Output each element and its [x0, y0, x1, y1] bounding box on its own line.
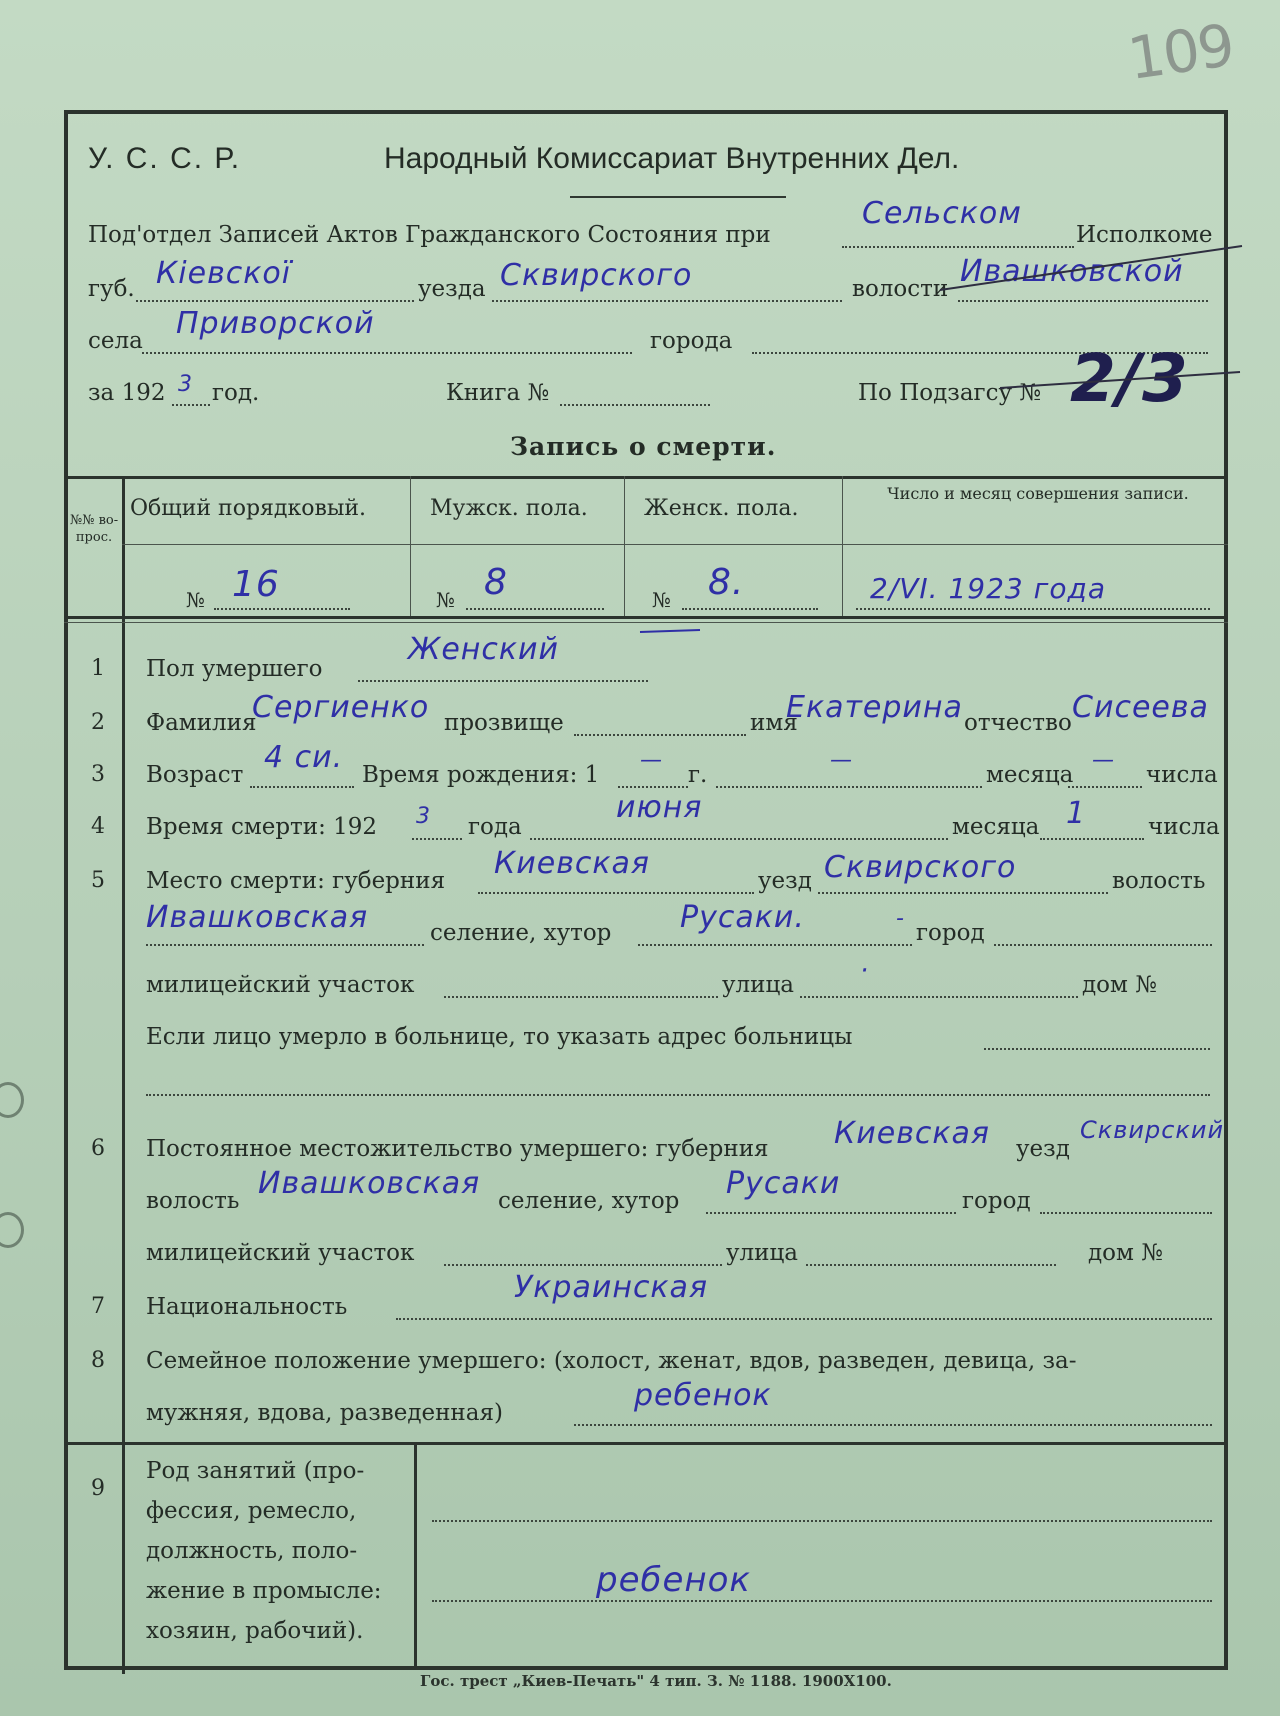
birth-month-value: — [830, 748, 853, 773]
occupation-label-2: фессия, ремесло, [146, 1498, 357, 1524]
ispolkom-label: Исполкоме [1076, 222, 1213, 248]
death-day-label: числа [1148, 814, 1220, 840]
death-street-value: · [860, 956, 870, 986]
family-status-value: ребенок [634, 1378, 772, 1413]
commissariat-title: Народный Комиссариат Внутренних Дел. [384, 142, 960, 175]
sex-label: Пол умершего [146, 656, 323, 682]
female-column-header: Женск. пола. [644, 496, 799, 521]
female-number: 8. [708, 562, 745, 603]
residence-street-label: улица [726, 1240, 798, 1266]
age-value: 4 си. [264, 740, 344, 775]
occupation-value: ребенок [596, 1560, 751, 1600]
residence-gub-value: Киевская [834, 1116, 990, 1151]
death-place-label: Место смерти: губерния [146, 868, 446, 894]
uezd-label: уезда [418, 276, 486, 302]
residence-city-label: город [962, 1188, 1031, 1214]
death-city-label: город [916, 920, 985, 946]
general-number: 16 [232, 564, 280, 605]
nationality-value: Украинская [514, 1270, 708, 1305]
death-volost-label: волость [1112, 868, 1206, 894]
uezd-value: Сквирского [500, 258, 693, 293]
general-column-header: Общий порядковый. [130, 496, 367, 521]
year-label: за 192 [88, 380, 166, 406]
death-house-label: дом № [1082, 972, 1157, 998]
row-number: 2 [91, 710, 105, 735]
residence-house-label: дом № [1088, 1240, 1163, 1266]
residence-uezd-value: Сквирский [1080, 1116, 1225, 1144]
birth-year-value: — [640, 748, 663, 773]
death-year-label: года [468, 814, 522, 840]
male-number: 8 [484, 562, 508, 603]
birth-day-value: — [1092, 748, 1115, 773]
general-no-label: № [186, 588, 205, 612]
gub-label: губ. [88, 276, 135, 302]
nickname-label: прозвище [444, 710, 564, 736]
death-year-value: 3 [416, 804, 431, 829]
gorod-label: города [650, 328, 733, 354]
death-village-value: Русаки. [680, 900, 805, 935]
residence-volost-value: Ивашковская [258, 1166, 481, 1201]
record-title: Запись о смерти. [510, 432, 777, 461]
volost-label: волости [852, 276, 949, 302]
death-month-label: месяца [952, 814, 1040, 840]
surname-label: Фамилия [146, 710, 257, 736]
subdept-label: Под'отдел Записей Актов Гражданского Состояния при [88, 222, 771, 248]
year-value: 3 [178, 372, 193, 397]
male-column-header: Мужск. пола. [430, 496, 588, 521]
sex-value: Женский [408, 632, 559, 667]
death-gub-value: Киевская [494, 846, 650, 881]
death-time-label: Время смерти: 192 [146, 814, 378, 840]
family-status-label-2: мужняя, вдова, разведенная) [146, 1400, 503, 1426]
death-volost-value: Ивашковская [146, 900, 369, 935]
female-no-label: № [652, 588, 671, 612]
occupation-label-1: Род занятий (про- [146, 1458, 365, 1484]
family-status-label: Семейное положение умершего: (холост, женат, вдов, разведен, девица, за- [146, 1348, 1077, 1374]
death-uezd-value: Сквирского [824, 850, 1017, 885]
row-number: 7 [91, 1294, 105, 1319]
republic-label: У. С. С. Р. [88, 142, 242, 175]
row-number: 9 [91, 1476, 105, 1501]
selo-value: Приворской [176, 306, 375, 341]
hospital-label: Если лицо умерло в больнице, то указать адрес больницы [146, 1024, 853, 1050]
podzag-value: 2/3 [1070, 340, 1189, 417]
death-city-value: - [896, 906, 905, 931]
death-uezd-label: уезд [758, 868, 812, 894]
birth-month-label: месяца [986, 762, 1074, 788]
podzag-label: По Подзагсу № [858, 380, 1042, 406]
death-village-label: селение, хутор [430, 920, 612, 946]
row-number: 1 [91, 656, 105, 681]
god-label: год. [212, 380, 260, 406]
birth-year-label: г. [688, 762, 708, 788]
row-number: 3 [91, 762, 105, 787]
name-value: Екатерина [786, 690, 963, 725]
occupation-label-5: хозяин, рабочий). [146, 1618, 364, 1644]
page-number: 109 [1123, 11, 1237, 93]
question-number-header: №№ во-прос. [69, 513, 119, 545]
death-month-value: июня [616, 790, 703, 825]
name-label: имя [750, 710, 798, 736]
residence-village-value: Русаки [726, 1166, 841, 1201]
residence-village-label: селение, хутор [498, 1188, 680, 1214]
residence-label: Постоянное местожительство умершего: губерния [146, 1136, 769, 1162]
patronymic-label: отчество [964, 710, 1072, 736]
row-number: 8 [91, 1348, 105, 1373]
age-label: Возраст [146, 762, 244, 788]
death-police-label: милицейский участок [146, 972, 415, 998]
death-street-label: улица [722, 972, 794, 998]
occupation-label-4: жение в промысле: [146, 1578, 382, 1604]
residence-volost-label: волость [146, 1188, 240, 1214]
surname-value: Сергиенко [252, 690, 430, 725]
selo-label: села [88, 328, 143, 354]
birth-day-label: числа [1146, 762, 1218, 788]
date-column-header: Число и месяц совершения записи. [887, 484, 1189, 503]
row-number: 5 [91, 868, 105, 893]
pri-value: Сельском [862, 196, 1022, 231]
birth-time-label: Время рождения: 1 [362, 762, 600, 788]
residence-uezd-label: уезд [1016, 1136, 1070, 1162]
volost-value: Ивашковской [960, 254, 1184, 289]
residence-police-label: милицейский участок [146, 1240, 415, 1266]
printer-footer: Гос. трест „Киев-Печать" 4 тип. З. № 1188. 1900Х100. [420, 1672, 892, 1690]
record-date: 2/VI. 1923 года [870, 572, 1106, 605]
occupation-label-3: должность, поло- [146, 1538, 358, 1564]
row-number: 6 [91, 1136, 105, 1161]
male-no-label: № [436, 588, 455, 612]
patronymic-value: Сисеева [1072, 690, 1209, 725]
kniga-label: Книга № [446, 380, 550, 406]
nationality-label: Национальность [146, 1294, 348, 1320]
death-day-value: 1 [1066, 796, 1087, 831]
gub-value: Кіевскої [156, 256, 292, 291]
row-number: 4 [91, 814, 105, 839]
